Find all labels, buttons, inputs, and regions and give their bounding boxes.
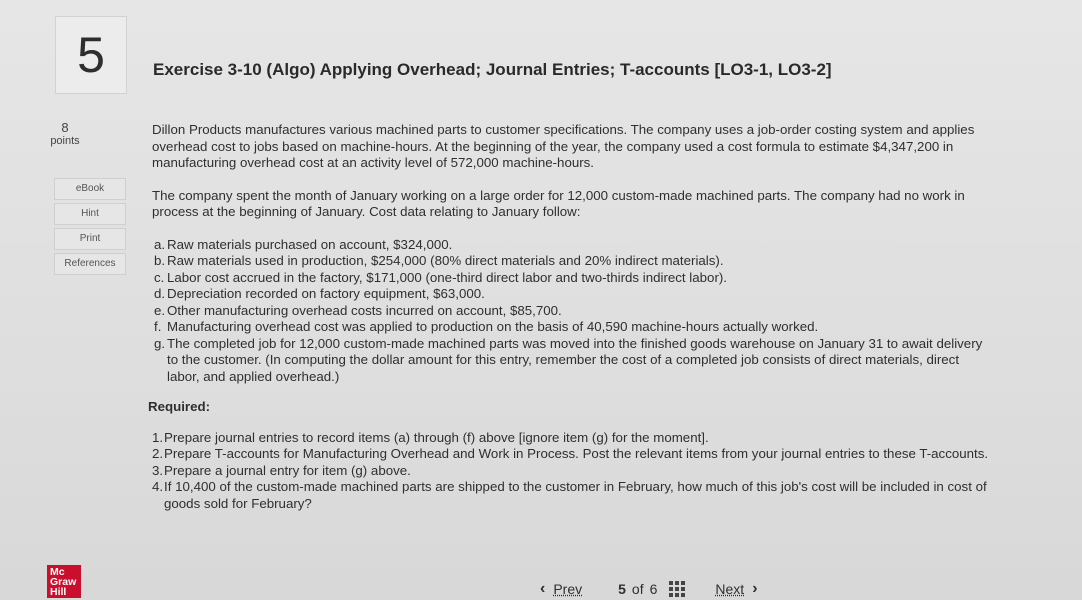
hint-button[interactable]: Hint — [54, 203, 126, 225]
item-text: Raw materials used in production, $254,000 (80% direct materials and 20% indirect materials). — [167, 253, 724, 268]
list-item — [152, 430, 992, 447]
item-text: Prepare a journal entry for item (g) above. — [164, 462, 411, 478]
item-text: Manufacturing overhead cost was applied to production on the basis of 40,590 machine-hours actually worked. — [167, 319, 819, 334]
intro-paragraph: Dillon Products manufactures various machined parts to customer specifications. The company uses a job-order costing system and applies overhead cost to jobs based on machine-hours. At the beginning of the year, the company used a cost formula to estimate $4,347,200 in manufacturing overhead cost at an activity level of 572,000 machine-hours. — [152, 122, 975, 170]
list-item — [154, 319, 992, 336]
points-label: points — [50, 135, 80, 147]
cost-data-list — [152, 237, 992, 386]
grid-icon[interactable] — [669, 581, 685, 597]
prev-button[interactable] — [540, 580, 582, 598]
item-text: Depreciation recorded on factory equipment, $63,000. — [167, 286, 485, 301]
points-box — [40, 120, 90, 147]
item-text: The completed job for 12,000 custom-made machined parts was moved into the finished goods warehouse on January 31 to await delivery to the customer. (In computing the dollar amount for this entry, remember the cost of a completed job consists of direct materials, direct labor, and applied overhead.) — [167, 335, 983, 384]
mcgraw-hill-logo: Mc Graw Hill — [47, 565, 81, 598]
print-button[interactable]: Print — [54, 228, 126, 250]
item-label: f. — [154, 319, 162, 334]
item-text: Labor cost accrued in the factory, $171,000 (one-third direct labor and two-thirds indirect labor). — [167, 269, 727, 285]
list-item — [154, 336, 992, 386]
chevron-left-icon: ‹ — [540, 580, 546, 597]
question-navigation — [540, 578, 758, 600]
question-content — [148, 122, 992, 512]
list-item — [154, 253, 992, 270]
next-label: Next — [715, 581, 745, 597]
next-button[interactable] — [715, 580, 757, 598]
item-label: b. — [154, 253, 166, 268]
page-indicator[interactable] — [618, 581, 685, 597]
list-item — [154, 286, 992, 303]
required-heading: Required: — [148, 399, 211, 414]
of-label: of — [631, 581, 644, 597]
ebook-button[interactable]: eBook — [54, 178, 126, 200]
total-pages: 6 — [649, 581, 658, 597]
item-label: e. — [154, 302, 166, 318]
item-label: 2. — [152, 446, 164, 461]
list-item — [154, 237, 992, 254]
question-number: 5 — [55, 16, 127, 94]
list-item — [152, 463, 992, 480]
current-page: 5 — [618, 581, 626, 597]
item-text: Other manufacturing overhead costs incurred on account, $85,700. — [167, 302, 562, 318]
item-text: If 10,400 of the custom-made machined parts are shipped to the customer in February, how much of this job's cost will be included in cost of goods sold for February? — [164, 479, 987, 511]
side-buttons — [54, 178, 126, 278]
item-label: d. — [154, 286, 166, 301]
item-text: Raw materials purchased on account, $324,000. — [167, 236, 453, 252]
january-paragraph: The company spent the month of January working on a large order for 12,000 custom-made machined parts. The company had no work in process at the beginning of January. Cost data relating to January follow: — [152, 187, 965, 219]
chevron-right-icon: › — [752, 580, 758, 597]
points-value: 8 — [61, 120, 69, 135]
required-list — [152, 430, 992, 513]
list-item — [152, 479, 992, 512]
item-label: c. — [154, 269, 165, 285]
prev-label: Prev — [553, 581, 583, 597]
item-label: g. — [154, 335, 166, 351]
list-item — [154, 270, 992, 287]
item-text: Prepare journal entries to record items (a) through (f) above [ignore item (g) for the moment]. — [164, 429, 709, 445]
list-item — [154, 303, 992, 320]
exercise-title: Exercise 3-10 (Algo) Applying Overhead; Journal Entries; T-accounts [LO3-1, LO3-2] — [153, 60, 832, 79]
item-label: 1. — [152, 429, 164, 445]
list-item — [152, 446, 992, 463]
item-label: a. — [154, 236, 166, 252]
references-button[interactable]: References — [54, 253, 126, 275]
item-label: 3. — [152, 462, 164, 478]
item-text: Prepare T-accounts for Manufacturing Overhead and Work in Process. Post the relevant items from your journal entries to these T-accounts. — [164, 446, 989, 461]
item-label: 4. — [152, 479, 164, 494]
